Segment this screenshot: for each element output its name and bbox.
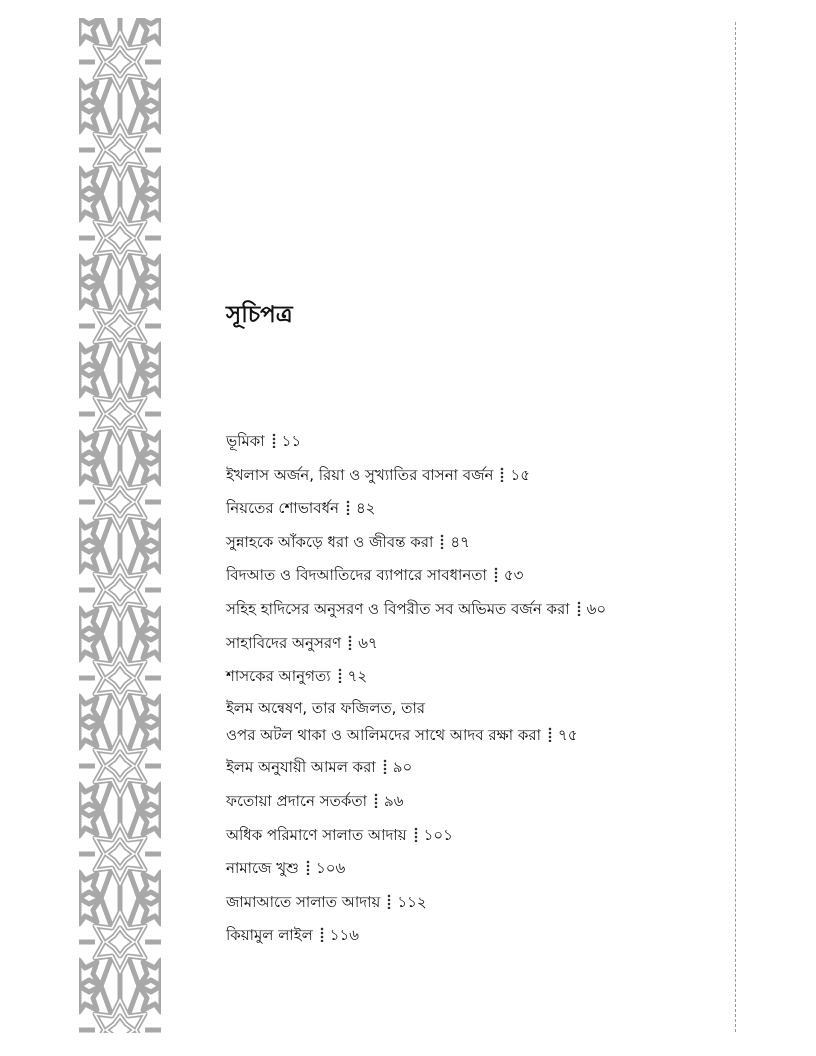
toc-item-title: কিয়ামুল লাইল (226, 926, 313, 945)
toc-item (226, 887, 726, 917)
toc-page-number: ১০১ (423, 825, 453, 844)
dotted-separator-icon (548, 727, 552, 742)
toc-item-title: সাহাবিদের অনুসরণ (226, 633, 342, 652)
toc-item-title: নিয়তের শোভাবর্ধন (226, 499, 339, 518)
toc-page-number: ৪৭ (450, 532, 470, 551)
dotted-separator-icon (346, 500, 350, 515)
toc-page-number: ১৫ (510, 465, 530, 484)
dotted-separator-icon (272, 433, 276, 448)
dotted-separator-icon (494, 567, 498, 582)
toc-item (226, 560, 726, 590)
toc-page-number: ৫৩ (503, 566, 524, 585)
toc-item (226, 661, 726, 691)
dotted-separator-icon (577, 601, 581, 616)
toc-item-title: নামাজে খুশু (226, 859, 299, 878)
toc-item (226, 820, 726, 850)
dotted-separator-icon (414, 827, 418, 842)
dotted-separator-icon (374, 793, 378, 808)
toc-item-title: অধিক পরিমাণে সালাত আদায় (226, 825, 407, 844)
toc-item-title: সুন্নাহকে আঁকড়ে ধরা ও জীবন্ত করা (226, 532, 434, 551)
toc-item (226, 628, 726, 658)
toc-item-title: ভূমিকা (226, 432, 265, 450)
page-title: সূচিপত্র (226, 301, 293, 328)
toc-page-number: ১০৬ (315, 859, 346, 878)
toc-page-number: ৭২ (347, 667, 368, 686)
toc-item-title: সহিহ হাদিসের অনুসরণ ও বিপরীত সব অভিমত বর্জন করা (226, 599, 570, 618)
dotted-separator-icon (320, 927, 324, 942)
toc-page-number: ১১৬ (329, 926, 359, 945)
dotted-separator-icon (348, 635, 352, 650)
toc-item (226, 460, 726, 490)
toc-item-title: ওপর অটল থাকা ও আলিমদের সাথে আদব রক্ষা করা (226, 725, 541, 744)
dotted-separator-icon (383, 759, 387, 774)
islamic-pattern-border (79, 18, 161, 1033)
toc-page-number: ৭৫ (557, 725, 578, 744)
toc-item (226, 594, 726, 624)
toc-item (226, 695, 726, 749)
toc-page-number: ৬০ (586, 599, 607, 618)
toc-page-number: ১১২ (397, 892, 427, 911)
toc-page-number: ৯৬ (384, 791, 404, 810)
toc-item-title: ফতোয়া প্রদানে সতর্কতা (226, 791, 367, 810)
toc-item-title: জামাআতে সালাত আদায় (226, 892, 381, 911)
toc-item-title: ইলম অন্বেষণ, তার ফজিলত, তার (226, 698, 426, 717)
table-of-contents (226, 426, 726, 954)
toc-page-number: ৯০ (392, 758, 413, 777)
toc-item (226, 920, 726, 950)
toc-page-number: ৬৭ (358, 633, 378, 652)
toc-item-title: ইখলাস অর্জন, রিয়া ও সুখ্যাতির বাসনা বর্জন (226, 465, 494, 484)
toc-item-title: শাসকের আনুগত্য (226, 667, 331, 686)
dotted-separator-icon (387, 894, 391, 909)
toc-item-title: বিদআত ও বিদআতিদের ব্যাপারে সাবধানতা (226, 566, 487, 585)
toc-item (226, 527, 726, 557)
toc-item (226, 752, 726, 782)
page-trim-line (735, 22, 736, 1032)
toc-item-title: ইলম অনুযায়ী আমল করা (226, 758, 376, 777)
toc-item (226, 853, 726, 883)
dotted-separator-icon (440, 534, 444, 549)
toc-item (226, 786, 726, 816)
toc-page-number: ৪২ (355, 499, 376, 518)
toc-item (226, 493, 726, 523)
toc-item (226, 426, 726, 456)
dotted-separator-icon (500, 467, 504, 482)
toc-page-number: ১১ (281, 432, 302, 450)
dotted-separator-icon (306, 860, 310, 875)
dotted-separator-icon (338, 668, 342, 683)
